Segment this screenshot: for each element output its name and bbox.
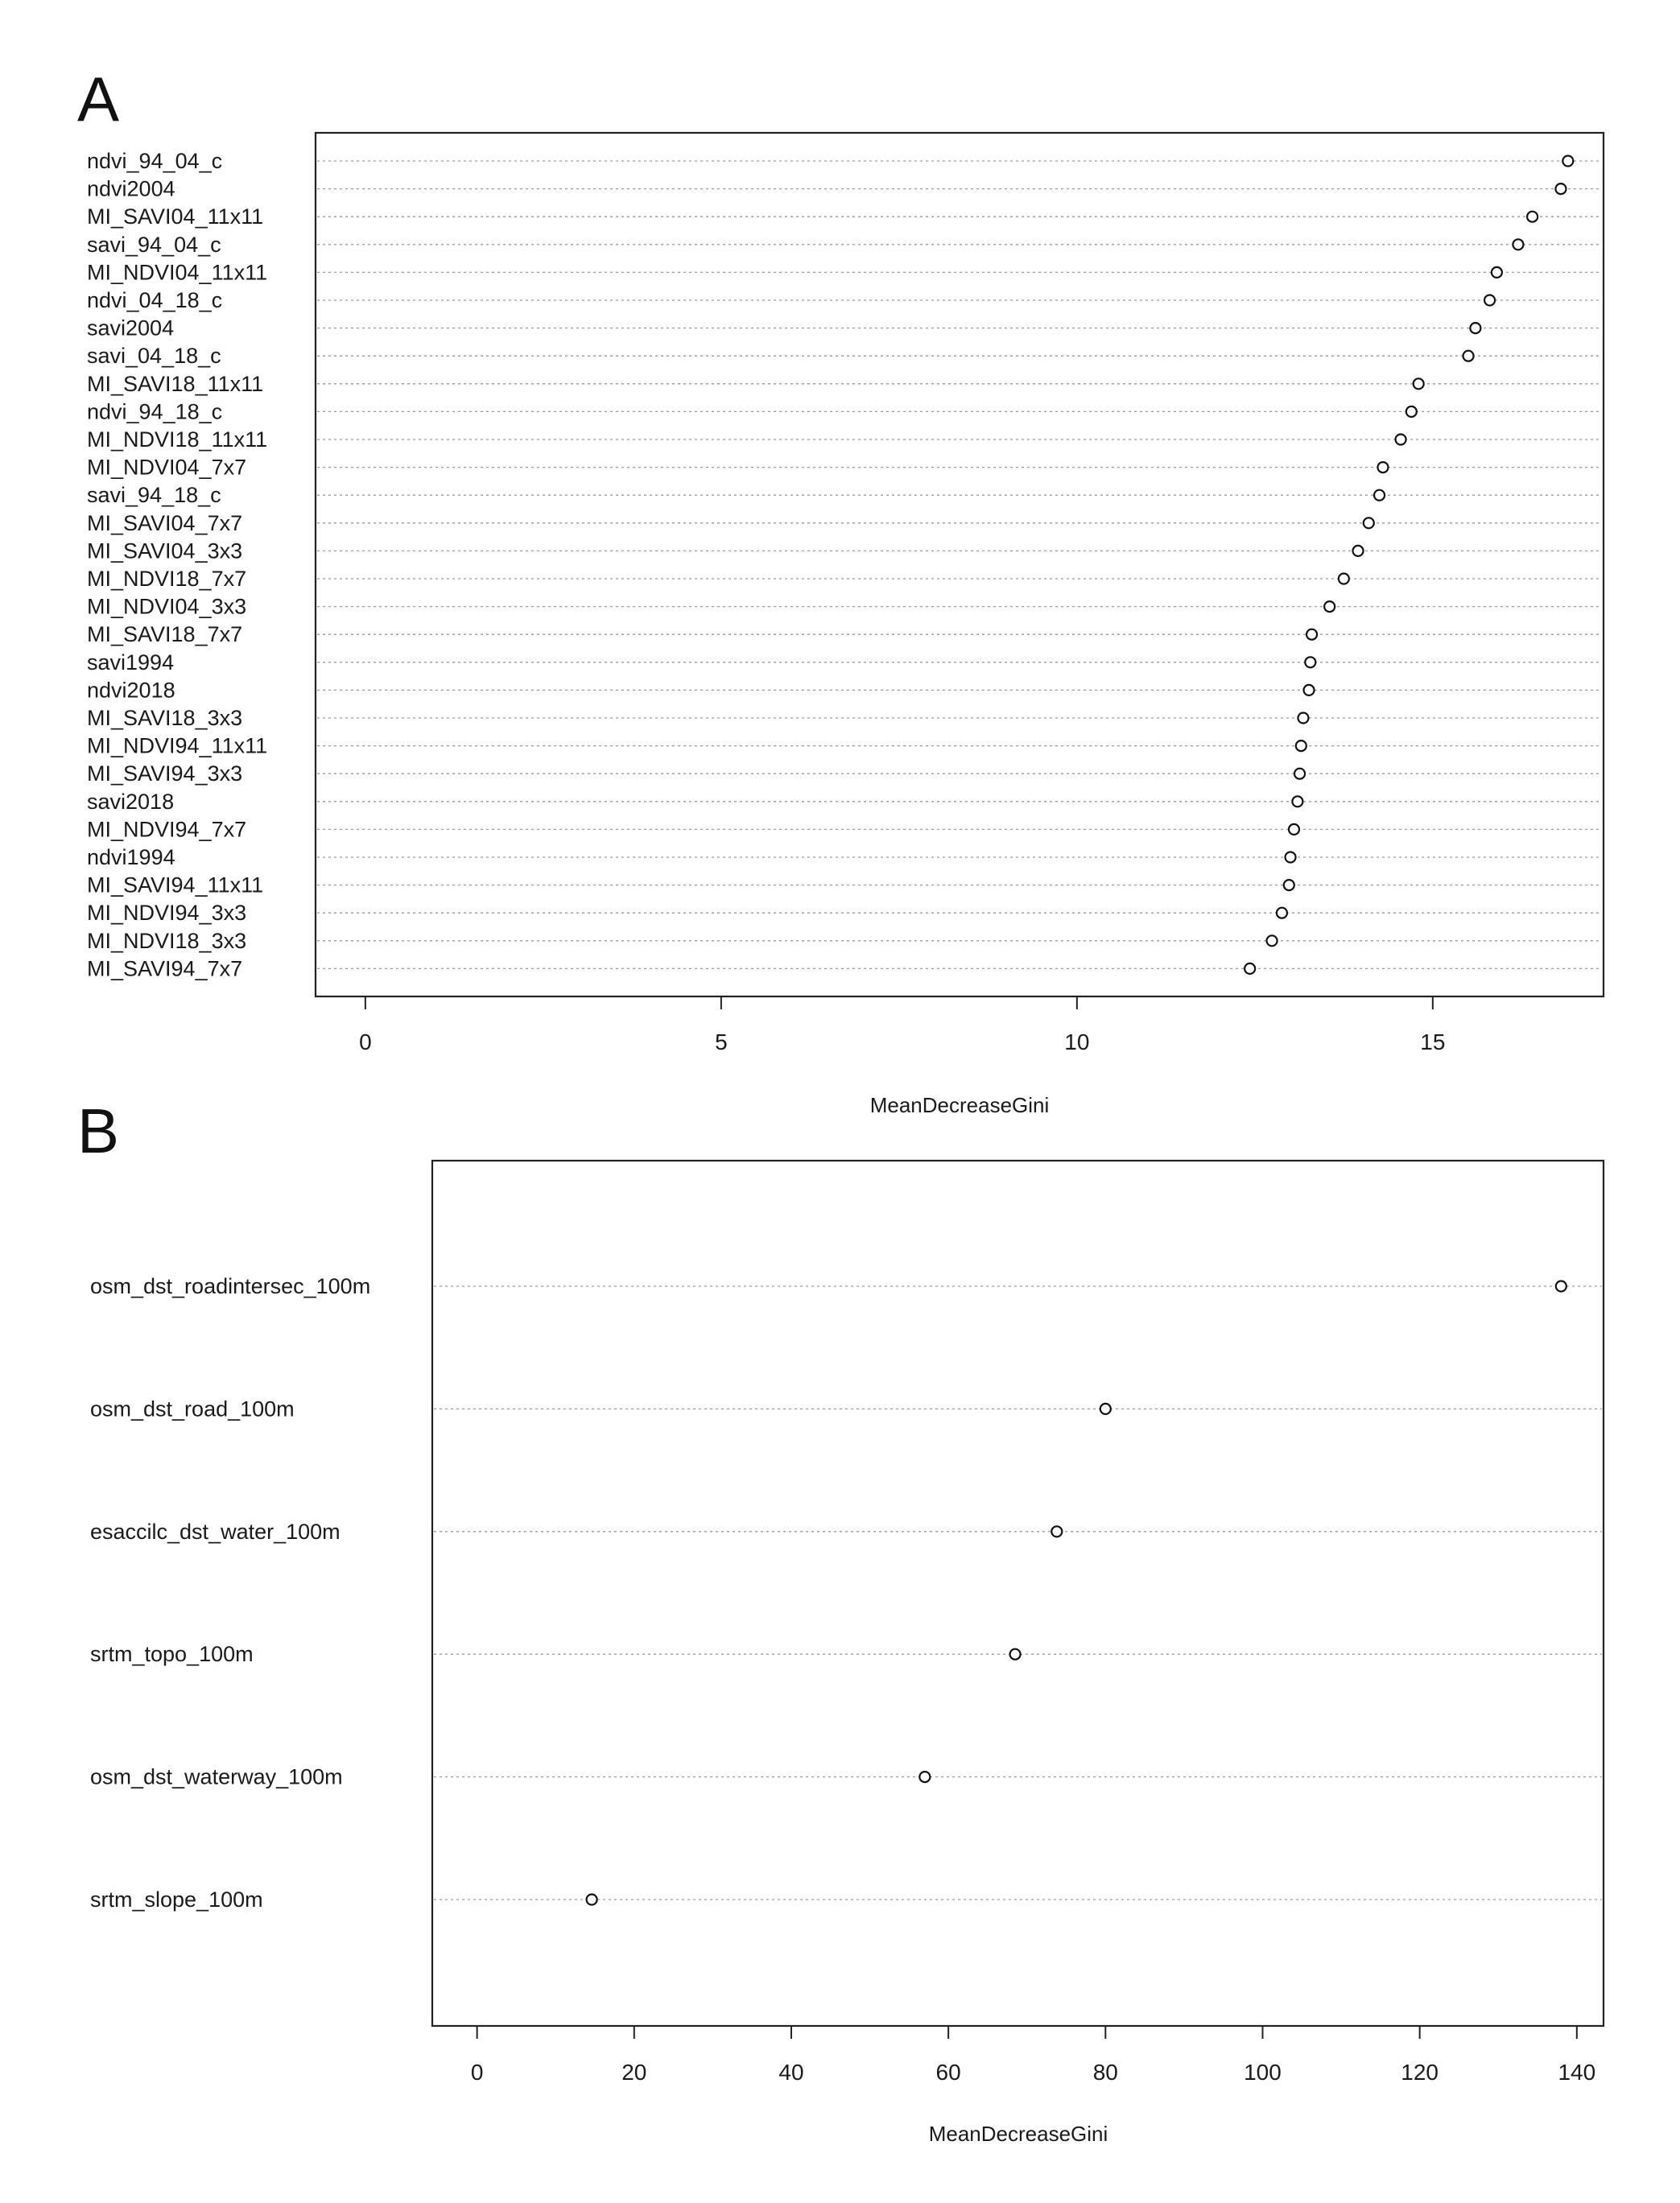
panel-letter-b: B — [77, 1095, 120, 1166]
category-label: MI_NDVI94_3x3 — [87, 901, 247, 926]
data-point — [1051, 1526, 1062, 1537]
category-label: savi2018 — [87, 789, 175, 814]
category-label: savi2004 — [87, 316, 175, 340]
data-point — [1374, 490, 1385, 501]
x-axis-ticks-b — [471, 2026, 1595, 2085]
data-point — [1286, 852, 1296, 863]
data-point — [1492, 267, 1502, 278]
category-label: MI_NDVI94_7x7 — [87, 817, 247, 842]
x-axis-title-a: MeanDecreaseGini — [869, 1093, 1050, 1117]
data-point — [1463, 351, 1474, 361]
category-label: osm_dst_road_100m — [90, 1396, 295, 1421]
data-point — [1484, 295, 1495, 306]
data-point — [1396, 435, 1406, 445]
data-point — [1245, 963, 1255, 974]
x-tick-label: 140 — [1558, 2060, 1596, 2085]
data-point — [1555, 184, 1566, 194]
category-label: savi_94_04_c — [87, 232, 221, 257]
panel-letter-a: A — [77, 64, 120, 134]
category-label: MI_NDVI04_11x11 — [87, 260, 268, 285]
data-point — [1562, 156, 1573, 167]
data-point — [919, 1772, 930, 1782]
x-axis-title-b: MeanDecreaseGini — [928, 2122, 1108, 2146]
category-label: MI_SAVI18_11x11 — [87, 371, 264, 396]
x-tick-label: 80 — [1092, 2060, 1118, 2085]
category-label: osm_dst_waterway_100m — [90, 1764, 343, 1789]
x-tick-label: 15 — [1420, 1029, 1446, 1054]
x-tick-label: 0 — [359, 1029, 372, 1054]
category-label: esaccilc_dst_water_100m — [90, 1519, 341, 1544]
grid-lines-a — [317, 161, 1602, 968]
data-points-a — [1245, 156, 1573, 974]
category-label: MI_NDVI18_7x7 — [87, 567, 247, 591]
data-point — [1100, 1404, 1111, 1414]
category-labels-a — [87, 149, 267, 980]
data-point — [1284, 880, 1294, 890]
category-label: MI_NDVI04_7x7 — [87, 455, 247, 480]
grid-lines-b — [434, 1286, 1602, 1900]
x-tick-label: 5 — [715, 1029, 728, 1054]
category-labels-b — [90, 1274, 370, 1912]
category-label: srtm_slope_100m — [90, 1887, 263, 1912]
x-tick-label: 120 — [1401, 2060, 1439, 2085]
data-point — [1010, 1649, 1021, 1660]
category-label: savi_04_18_c — [87, 344, 221, 369]
x-tick-label: 40 — [778, 2060, 804, 2085]
data-point — [1470, 323, 1480, 333]
category-label: savi1994 — [87, 650, 175, 675]
plot-frame-b — [432, 1161, 1604, 2026]
data-points-b — [587, 1281, 1566, 1905]
category-label: MI_NDVI18_3x3 — [87, 928, 247, 953]
x-tick-label: 0 — [470, 2060, 484, 2085]
x-tick-label: 10 — [1064, 1029, 1090, 1054]
category-label: MI_SAVI18_7x7 — [87, 622, 243, 647]
plot-frame-a — [316, 133, 1604, 996]
category-label: MI_NDVI94_11x11 — [87, 733, 268, 758]
x-tick-label: 20 — [621, 2060, 647, 2085]
data-point — [1298, 713, 1308, 724]
category-label: ndvi_04_18_c — [87, 288, 223, 312]
data-point — [1294, 769, 1305, 779]
data-point — [1296, 741, 1306, 751]
category-label: MI_SAVI04_11x11 — [87, 204, 264, 229]
data-point — [1289, 824, 1299, 835]
data-point — [1292, 796, 1302, 807]
data-point — [1277, 908, 1287, 918]
category-label: ndvi_94_18_c — [87, 399, 223, 424]
data-point — [1377, 462, 1388, 472]
category-label: MI_NDVI04_3x3 — [87, 594, 247, 619]
data-point — [1527, 212, 1538, 222]
data-point — [1353, 546, 1364, 556]
data-point — [1414, 378, 1424, 389]
data-point — [1406, 406, 1417, 417]
category-label: srtm_topo_100m — [90, 1642, 254, 1667]
category-label: MI_SAVI94_3x3 — [87, 761, 243, 786]
category-label: MI_SAVI94_11x11 — [87, 873, 264, 897]
category-label: MI_SAVI18_3x3 — [87, 706, 243, 730]
data-point — [1324, 601, 1335, 612]
data-point — [1267, 935, 1278, 946]
data-point — [1305, 657, 1315, 667]
chart-a — [77, 64, 1604, 1117]
data-point — [1513, 239, 1523, 250]
data-point — [1306, 629, 1317, 640]
category-label: MI_SAVI04_3x3 — [87, 538, 243, 563]
x-axis-ticks-a — [359, 996, 1445, 1054]
data-point — [1364, 518, 1374, 528]
category-label: savi_94_18_c — [87, 483, 221, 508]
category-label: MI_NDVI18_11x11 — [87, 427, 268, 452]
category-label: MI_SAVI04_7x7 — [87, 510, 243, 535]
x-tick-label: 60 — [935, 2060, 961, 2085]
category-label: ndvi2004 — [87, 176, 175, 201]
chart-b — [77, 1095, 1604, 2146]
category-label: osm_dst_roadintersec_100m — [90, 1274, 371, 1298]
category-label: MI_SAVI94_7x7 — [87, 956, 243, 981]
category-label: ndvi1994 — [87, 845, 175, 869]
data-point — [1339, 574, 1349, 584]
category-label: ndvi_94_04_c — [87, 149, 223, 173]
x-tick-label: 100 — [1244, 2060, 1282, 2085]
category-label: ndvi2018 — [87, 678, 175, 703]
data-point — [1304, 685, 1315, 695]
data-point — [1556, 1281, 1566, 1292]
data-point — [587, 1895, 597, 1905]
